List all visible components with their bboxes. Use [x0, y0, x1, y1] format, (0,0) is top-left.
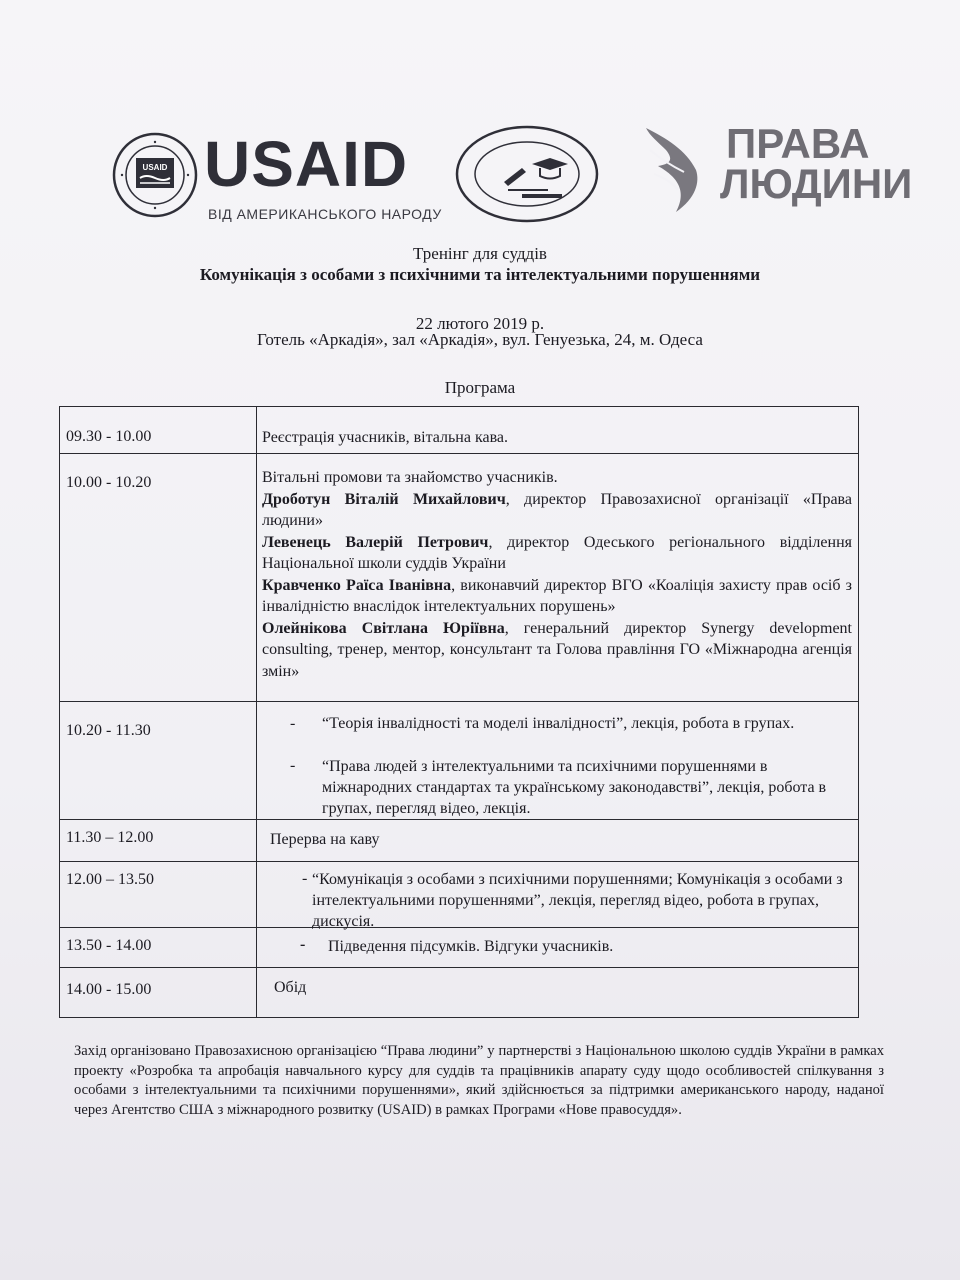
bullet-dash: - — [302, 870, 308, 887]
activity-cell: Перерва на каву — [270, 831, 380, 848]
usaid-seal-logo — [112, 132, 198, 218]
time-cell: 12.00 – 13.50 — [66, 871, 154, 888]
event-date: 22 лютого 2019 р. — [415, 314, 545, 333]
bullet-dash: - — [290, 757, 296, 774]
bullet-dash: - — [300, 936, 306, 953]
welcome-intro: Вітальні промови та знайомство учасників. — [262, 469, 558, 486]
time-cell: 10.20 - 11.30 — [66, 722, 151, 739]
speaker-name: Олейнікова Світлана Юріївна — [262, 619, 505, 637]
doc-title: Комунікація з особами з психічними та інтелектуальними порушеннями — [199, 265, 761, 284]
speaker-name: Кравченко Раїса Іванівна — [262, 576, 452, 594]
event-venue: Готель «Аркадія», зал «Аркадія», вул. Генуезька, 24, м. Одеса — [257, 330, 703, 349]
time-cell: 10.00 - 10.20 — [66, 474, 152, 491]
usaid-wordmark: USAID — [204, 128, 409, 200]
logo-bar — [0, 118, 960, 228]
speaker-name: Дроботун Віталій Михайлович — [262, 490, 506, 508]
schedule-table — [59, 406, 859, 1018]
bullet-text: “Права людей з інтелектуальними та психічними порушеннями в міжнародних стандартах та українському законодавстві”, лекція, робота в групах, перегляд відео, лекція. — [322, 758, 827, 817]
bullet-text: Підведення підсумків. Відгуки учасників. — [328, 938, 614, 955]
time-cell: 11.30 – 12.00 — [66, 829, 154, 846]
speaker-entry — [262, 489, 852, 532]
pl-line-2: ЛЮДИНИ — [720, 160, 913, 207]
national-school-of-judges-seal — [452, 124, 602, 224]
program-heading: Програма — [444, 378, 516, 397]
speaker-entry — [262, 575, 852, 618]
bullet-text: “Комунікація з особами з психічними порушеннями; Комунікація з особами з інтелектуальними порушеннями”, лекція, перегляд відео, робота в групах, дискусія. — [312, 871, 843, 930]
activity-cell: Обід — [274, 979, 307, 996]
bullet-text: “Теорія інвалідності та моделі інвалідності”, лекція, робота в групах. — [322, 715, 795, 732]
table-row — [60, 819, 858, 862]
speaker-role: , виконавчий директор ВГО «Коаліція захисту прав осіб з інвалідністю внаслідок інтелектуальних порушень» — [262, 576, 852, 615]
speaker-role: , директор Одеського регіонального відділення Національної школи суддів України — [262, 533, 852, 572]
table-row — [60, 927, 858, 968]
speaker-entry — [262, 618, 852, 683]
speaker-entry — [262, 532, 852, 575]
table-row — [60, 701, 858, 820]
activity-cell: Реєстрація учасників, вітальна кава. — [262, 429, 509, 446]
pl-line-1: ПРАВА — [726, 120, 870, 167]
time-cell: 14.00 - 15.00 — [66, 981, 152, 998]
bullet-dash: - — [290, 715, 296, 732]
table-row — [60, 967, 858, 1019]
table-row — [60, 407, 858, 454]
table-row — [60, 861, 858, 928]
time-cell: 09.30 - 10.00 — [66, 428, 152, 445]
activity-cell — [262, 467, 852, 682]
prava-lyudyny-wordmark — [720, 120, 913, 207]
speaker-role: , генеральний директор Synergy development consulting, тренер, ментор, консультант та Голова правління ГО «Міжнародна агенція змін» — [262, 619, 853, 680]
speaker-name: Левенець Валерій Петрович — [262, 533, 489, 551]
doc-subtitle: Тренінг для суддів — [413, 244, 547, 263]
usaid-tagline: ВІД АМЕРИКАНСЬКОГО НАРОДУ — [208, 206, 442, 222]
time-cell: 13.50 - 14.00 — [66, 937, 152, 954]
svg-text:USAID: USAID — [142, 163, 168, 172]
speaker-role: , директор Правозахисної організації «Права людини» — [262, 490, 852, 529]
table-row — [60, 453, 858, 702]
organizer-note: Захід організовано Правозахисною організацією “Права людини” у партнерстві з Національною школою суддів України в рамках проекту «Розробка та апробація навчального курсу для суддів та працівників апарату суду щодо особливостей спілкування з особами з інтелектуальними та психічними порушеннями», який здійснюється за підтримки американського народу, наданої через Агентство США з міжнародного розвитку (USAID) в рамках Програми «Нове правосуддя». — [74, 1043, 884, 1118]
